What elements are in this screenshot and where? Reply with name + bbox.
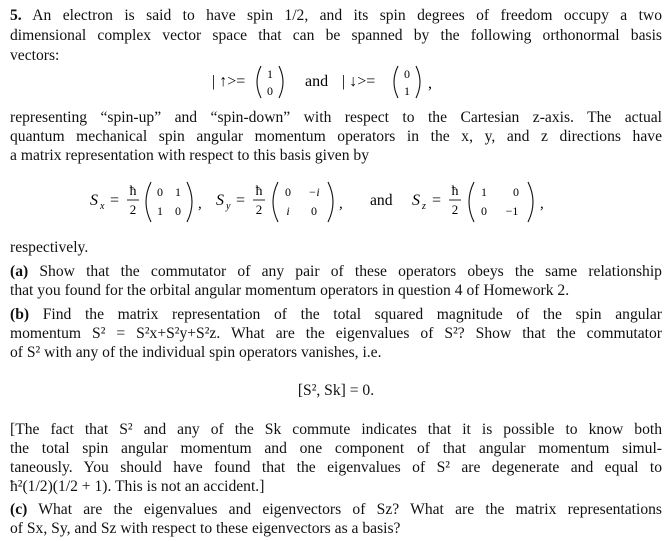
- sy-two: 2: [255, 202, 263, 217]
- operators-and: and: [370, 192, 393, 209]
- sx-two: 2: [129, 202, 137, 217]
- sx-m21: 1: [157, 204, 163, 218]
- svg-text:,: ,: [339, 196, 343, 212]
- sx-m22: 0: [175, 204, 181, 218]
- sz-hbar: ħ: [451, 184, 459, 199]
- basis-comma: ,: [428, 75, 432, 92]
- sz-sub: z: [422, 201, 426, 212]
- commutator-equation: [S², Sk] = 0.: [297, 382, 375, 399]
- intro-line-2: dimensional complex vector space that can be spanned by the following orthonormal basis: [10, 27, 662, 44]
- sz-label: S: [412, 192, 420, 209]
- down-vector-top: 0: [404, 67, 410, 81]
- down-ket: | ↓>=: [342, 73, 376, 90]
- basis-equation: [0, 60, 672, 104]
- up-vector-top: 1: [267, 67, 273, 81]
- operators-equation: [0, 178, 672, 226]
- note-line-1: [The fact that S² and any of the Sk commute indicates that it is possible to know both: [10, 421, 662, 438]
- down-vector-bottom: 1: [404, 84, 410, 98]
- sy-eq: =: [236, 192, 246, 209]
- svg-text:,: ,: [540, 196, 544, 212]
- part-b-line-1: (b) Find the matrix representation of the total squared magnitude of the spin angular: [10, 306, 663, 323]
- problem-number: 5.: [10, 7, 22, 24]
- note-line-4: ħ²(1/2)(1/2 + 1). This is not an accident.]: [10, 478, 265, 495]
- intro-line-1: 5. An electron is said to have spin 1/2, and its spin degrees of freedom occupy a two: [10, 7, 662, 24]
- sz-m21: 0: [481, 204, 487, 218]
- part-b-label: (b): [10, 306, 30, 323]
- part-c-label: (c): [10, 501, 28, 518]
- sy-hbar: ħ: [255, 184, 263, 199]
- sx-m12: 1: [175, 185, 181, 199]
- part-a-line-2: that you found for the orbital angular momentum operators in question 4 of Homework 2.: [10, 282, 570, 299]
- para2-line-3: a matrix representation with respect to this basis given by: [10, 147, 369, 164]
- part-b-line-3: of S² with any of the individual spin operators vanishes, i.e.: [10, 344, 382, 361]
- sy-m21: i: [286, 204, 290, 218]
- basis-and: and: [305, 73, 329, 90]
- sz-m12: 0: [513, 185, 519, 199]
- part-a-label: (a): [10, 263, 29, 280]
- sy-sub: y: [226, 201, 231, 212]
- sz-eq: =: [432, 192, 442, 209]
- sx-label: S: [90, 192, 98, 209]
- up-ket: | ↑>=: [212, 73, 246, 90]
- intro-line-3: vectors:: [10, 47, 60, 64]
- svg-text:,: ,: [198, 196, 202, 212]
- part-a-line-1: (a) Show that the commutator of any pair of these operators obeys the same relationship: [10, 263, 662, 280]
- up-vector-bottom: 0: [267, 84, 273, 98]
- sx-eq: =: [110, 192, 120, 209]
- sz-m22: −1: [505, 204, 519, 218]
- respectively-line: respectively.: [10, 239, 89, 256]
- sx-hbar: ħ: [129, 184, 137, 199]
- part-b-line-2: momentum S² = S²x+S²y+S²z. What are the eigenvalues of S²? Show that the commutator: [10, 325, 662, 342]
- sy-m12: −i: [308, 185, 320, 199]
- sx-sub: x: [100, 201, 105, 212]
- part-c-line-2: of Sx, Sy, and Sz with respect to these eigenvectors as a basis?: [10, 520, 401, 537]
- sz-m11: 1: [481, 185, 487, 199]
- note-line-2: the total spin angular momentum and one component of that angular momentum simul-: [10, 440, 662, 457]
- sz-two: 2: [451, 202, 459, 217]
- sy-m11: 0: [285, 185, 291, 199]
- para2-line-1: representing “spin-up” and “spin-down” with respect to the Cartesian z-axis. The actual: [10, 109, 662, 126]
- sy-label: S: [216, 192, 224, 209]
- part-c-line-1: (c) What are the eigenvalues and eigenvectors of Sz? What are the matrix representations: [10, 501, 662, 518]
- sy-m22: 0: [311, 204, 317, 218]
- para2-line-2: quantum mechanical spin angular momentum operators in the x, y, and z directions have: [10, 128, 662, 145]
- sx-m11: 0: [157, 185, 163, 199]
- note-line-3: taneously. You should have found that the eigenvalues of S² are degenerate and equal to: [10, 459, 662, 476]
